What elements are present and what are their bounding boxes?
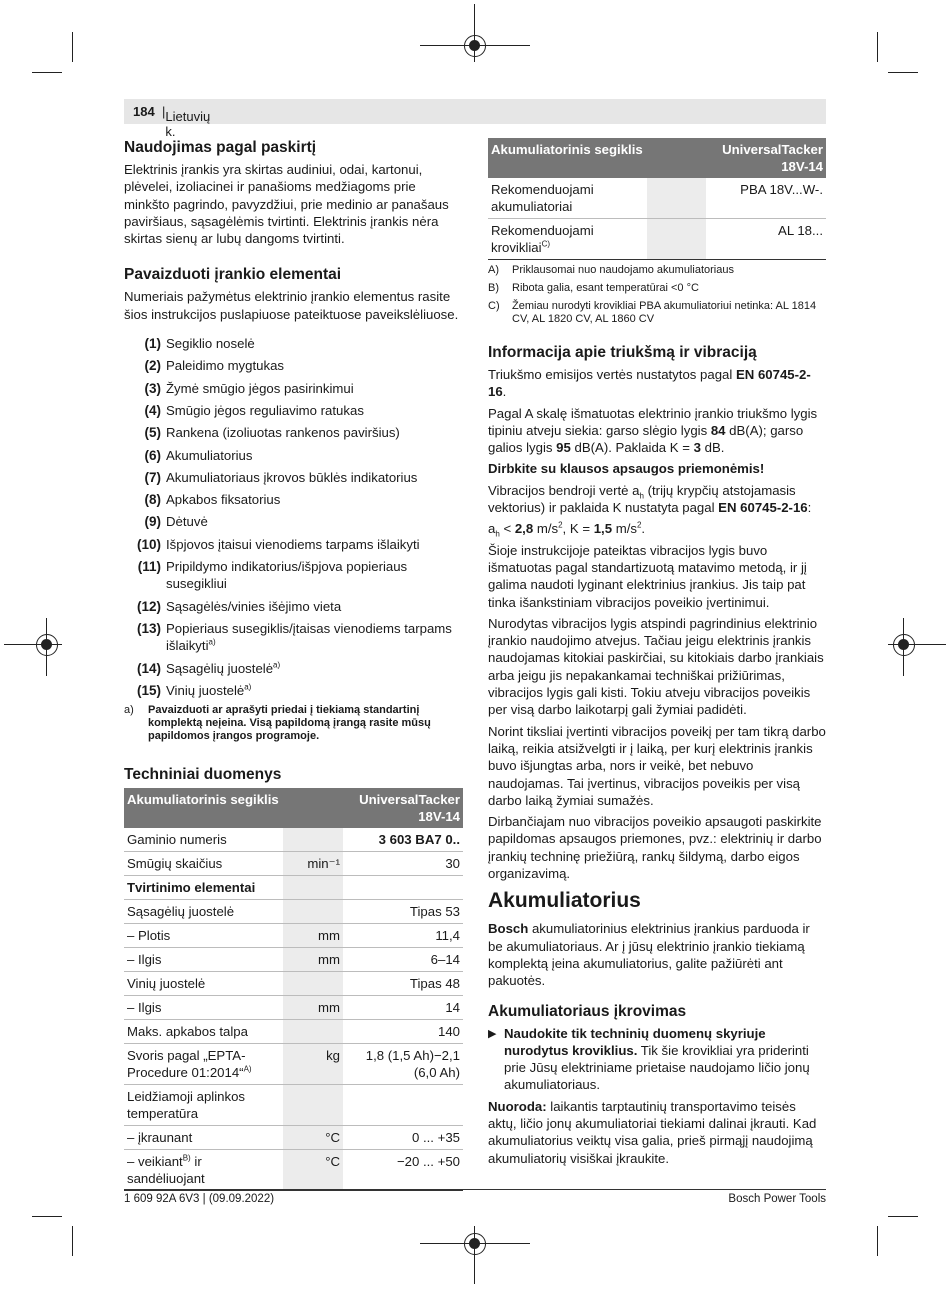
item-text: [166, 402, 463, 419]
item-label: Popieriaus susegiklis/įtaisas vienodiems tarpams išlaikyti: [166, 620, 452, 654]
components-footnote: a) Pavaizduoti ar aprašyti priedai į tiekiamą standartinį komplektą neįeina. Visą papildomą įrangą rasite mūsų papildomos įrangos programoje.: [124, 704, 431, 743]
row-label: [124, 852, 283, 876]
crop-mark: [72, 1226, 73, 1256]
tech-data-table-continued: [488, 138, 826, 260]
row-value: [343, 876, 463, 900]
item-label: Išpjovos įtaisui vienodiems tarpams išlaikyti: [166, 536, 420, 552]
footnote-item: [488, 282, 826, 295]
section-title-intended-use: Naudojimas pagal paskirtį: [124, 139, 317, 156]
page-number: 184: [133, 104, 155, 119]
row-unit: kg: [283, 1044, 343, 1085]
row-value: 6–14: [343, 948, 463, 972]
row-value: PBA 18V...W-.: [706, 178, 826, 219]
row-unit: °C: [283, 1150, 343, 1191]
item-text: [166, 335, 463, 352]
item-number: (12): [136, 598, 161, 614]
row-label-text: Sąsagėlių juostelė: [127, 904, 235, 920]
item-text: [166, 682, 463, 699]
footer-doc-id: 1 609 92A 6V3 | (09.09.2022): [124, 1193, 275, 1205]
row-unit: mm: [283, 996, 343, 1020]
vibration-p6: Dirbančiajam nuo vibracijos poveikio apsaugoti paskirkite papildomas apsaugos priemones, pvz.: elektrinių ir darbo įrankių techninę priežiūrą, rankų šildymą, darbo eigos organizavimą.: [488, 814, 822, 882]
item-label: Vinių juostelė: [166, 682, 245, 698]
component-list: [124, 335, 463, 699]
table-row: [124, 1150, 463, 1191]
list-item: [124, 513, 463, 530]
vibration-p3: Šioje instrukcijoje pateiktas vibracijos lygis buvo išmatuotas pagal standartizuotą matavimo metodą, ir jį galima naudoti lyginant elektrinius įrankius. Jis taip pat tinka išankstiniam vibracijos poveikio įvertinimui.: [488, 542, 807, 610]
row-value: 0 ... +35: [343, 1126, 463, 1150]
item-number: (10): [136, 536, 161, 552]
row-label-text: Tvirtinimo elementai: [127, 880, 256, 896]
list-item: [124, 424, 463, 441]
row-value: 14: [343, 996, 463, 1020]
row-label-text: Svoris pagal „EPTA-Procedure 01:2014“: [127, 1048, 246, 1081]
table-row: [124, 828, 463, 852]
item-footnote-ref: a): [273, 660, 281, 670]
row-label-text: Leidžiamoji aplinkos temperatūra: [127, 1089, 246, 1122]
item-label: Sąsagėlės/vinies išėjimo vieta: [166, 598, 342, 614]
row-label: [124, 1020, 283, 1044]
list-item: [124, 558, 463, 593]
crop-mark: [877, 32, 878, 62]
right-column: [488, 138, 826, 1171]
crop-mark: [888, 72, 918, 73]
item-text: [166, 424, 463, 441]
row-label: [124, 924, 283, 948]
row-footnote-ref: B): [182, 1153, 191, 1163]
footnote-text: Ribota galia, esant temperatūrai <0 °C: [512, 282, 699, 294]
item-text: [166, 357, 463, 374]
row-label-text: – Ilgis: [127, 1000, 162, 1016]
item-number: (7): [144, 469, 161, 485]
item-text: [166, 598, 463, 615]
item-number: (8): [144, 492, 161, 508]
intended-use-text: Elektrinis įrankis yra skirtas audiniui, odai, kartonui, plėvelei, izoliacinei ir panašioms medžiagoms prie minkšto pagrindo, pavyzdžiui, prie medinio ar panašaus paviršiaus, sąsagėlėmis tvirtinti. Elektrinis įrankis nėra skirtas sienų ar lubų dangoms tvirtinti.: [124, 162, 449, 247]
row-label: [124, 900, 283, 924]
row-footnote-ref: A): [243, 1064, 252, 1074]
tech-data-table: [124, 788, 463, 1191]
table-row: [124, 1020, 463, 1044]
item-label: Smūgio jėgos reguliavimo ratukas: [166, 402, 364, 418]
list-item: [124, 491, 463, 508]
list-item: [124, 682, 463, 699]
item-number: (6): [144, 447, 161, 463]
table-row: [124, 876, 463, 900]
row-label-text: Maks. apkabos talpa: [127, 1024, 248, 1040]
item-text: [166, 660, 463, 677]
item-text: [166, 447, 463, 464]
item-number: (1): [144, 336, 161, 352]
section-title-battery: Akumuliatorius: [488, 889, 641, 913]
table-row: [124, 900, 463, 924]
arrow-bullet-icon: ▶: [488, 1027, 497, 1040]
row-value: Tipas 48: [343, 972, 463, 996]
page-language: | Lietuvių k.: [162, 104, 211, 139]
list-item: [124, 380, 463, 397]
row-label-text: – veikiant: [127, 1154, 183, 1170]
footnote-text: Priklausomai nuo naudojamo akumuliatoriaus: [512, 264, 734, 276]
item-label: Paleidimo mygtukas: [166, 358, 285, 374]
table-row: [124, 852, 463, 876]
vibration-p5: Norint tiksliai įvertinti vibracijos poveikį per tam tikrą darbo laiką, reikia atsižvelgti ir į laiką, per kurį elektrinis įrankis buvo išjungtas arba, nors ir veikė, bet nebuvo naudojamas. Tai įvertinus, vibracijos poveikis per visą darbo laiką žymiai sumažės.: [488, 723, 826, 808]
row-label-text: – įkraunant: [127, 1130, 193, 1146]
item-label: Segiklio noselė: [166, 336, 255, 352]
item-label: Rankena (izoliuotas rankenos paviršius): [166, 425, 400, 441]
components-intro: Numeriais pažymėtus elektrinio įrankio elementus rasite šios instrukcijos puslapiuose pateiktuose paveikslėliuose.: [124, 289, 459, 322]
row-label-text: Rekomenduojami akumuliatoriai: [491, 182, 594, 214]
row-label: [488, 178, 647, 219]
row-label-text: Gaminio numeris: [127, 832, 227, 848]
registration-mark-icon: [464, 35, 486, 57]
page-header: [124, 99, 826, 139]
row-label: [124, 972, 283, 996]
footer-divider: [124, 1189, 826, 1190]
row-label: [124, 1150, 283, 1191]
battery-p1: Bosch akumuliatorinius elektrinius įrankius parduoda ir be akumuliatoriaus. Ar į jūsų elektrinio įrankio tiekiamą komplektą įeina akumuliatorius, galite pažiūrėti ant pakuotės.: [488, 921, 810, 989]
table-row: [124, 1044, 463, 1085]
row-label-text: Smūgių skaičius: [127, 856, 223, 872]
crop-mark: [32, 72, 62, 73]
table-footnotes: [488, 264, 826, 326]
crop-mark: [32, 1216, 62, 1217]
table-head-right: UniversalTacker 18V-14: [706, 138, 826, 178]
row-label-text: – Plotis: [127, 928, 171, 944]
row-label-text: Rekomenduojami krovikliai: [491, 223, 594, 255]
charging-instruction: ▶ Naudokite tik techninių duomenų skyriuje nurodytus kroviklius. Tik šie krovikliai yra priderinti prie Jūsų elektriniame prietaise naudojamo ličio jonų akumuliatoriaus.: [488, 1025, 826, 1098]
item-label: Akumuliatoriaus įkrovos būklės indikatorius: [166, 469, 418, 485]
row-label: [124, 876, 283, 900]
row-label-text: Vinių juostelė: [127, 976, 206, 992]
row-unit: mm: [283, 924, 343, 948]
item-number: (5): [144, 425, 161, 441]
item-number: (13): [136, 620, 161, 636]
item-label: Apkabos fiksatorius: [166, 492, 281, 508]
row-unit: mm: [283, 948, 343, 972]
list-item: [124, 402, 463, 419]
row-unit: [283, 828, 343, 852]
item-label: Dėtuvė: [166, 514, 208, 530]
item-number: (2): [144, 358, 161, 374]
item-footnote-ref: a): [244, 682, 252, 692]
row-value: AL 18...: [706, 219, 826, 260]
footnote-key: C): [488, 300, 500, 312]
list-item: [124, 447, 463, 464]
row-label: [124, 1126, 283, 1150]
footnote-key: A): [488, 264, 499, 276]
item-number: (14): [136, 660, 161, 676]
vibration-values: $a_h < 2,8$ $m/s^2$, K = 1,5 $m/s^2$.: [488, 520, 646, 540]
item-text: [166, 558, 463, 593]
item-text: [166, 536, 463, 553]
item-label: Žymė smūgio jėgos pasirinkimui: [166, 380, 354, 396]
footer-brand: Bosch Power Tools: [728, 1193, 826, 1205]
item-text: [166, 469, 463, 486]
row-label: [124, 828, 283, 852]
crop-mark: [888, 1216, 918, 1217]
item-footnote-ref: a): [208, 637, 216, 647]
table-head-left: Akumuliatorinis segiklis: [124, 788, 343, 828]
row-value: 3 603 BA7 0..: [343, 828, 463, 852]
row-unit: [283, 972, 343, 996]
vibration-p4: Nurodytas vibracijos lygis atspindi pagrindinius elektrinio įrankio naudojimo atvejus. Tačiau jeigu elektrinis įrankis naudojamas kitokiai paskirčiai, su kitokiais darbo įrankiais arba jeigu jis nepakankamai techniškai prižiūrimas, vibracijos lygis gali kisti. Tokiu atveju vibracijos poveikis per visą darbo laikotarpį gali žymiai padidėti.: [488, 615, 824, 718]
list-item: [124, 335, 463, 352]
item-number: (11): [137, 559, 161, 575]
row-unit: [647, 219, 706, 260]
table-row: [124, 924, 463, 948]
list-item: [124, 357, 463, 374]
list-item: [124, 620, 463, 655]
row-footnote-ref: C): [541, 239, 551, 249]
item-label: Sąsagėlių juostelė: [166, 660, 274, 676]
list-item: [124, 598, 463, 615]
table-row: [124, 972, 463, 996]
table-row: [488, 219, 826, 260]
row-value: 30: [343, 852, 463, 876]
list-item: [124, 660, 463, 677]
footnote-item: [488, 300, 826, 326]
footnote-item: [488, 264, 826, 277]
row-value: 11,4: [343, 924, 463, 948]
list-item: [124, 469, 463, 486]
row-value: 1,8 (1,5 Ah)−2,1 (6,0 Ah): [343, 1044, 463, 1085]
table-row: [124, 1085, 463, 1126]
noise-p2: Pagal A skalę išmatuotas elektrinio įrankio triukšmo lygis tipiniu atveju siekia: garso slėgio lygis 84 dB(A); garso galios lygis 95 dB(A). Paklaida K = 3 dB.: [488, 405, 818, 456]
table-head-left: Akumuliatorinis segiklis: [488, 138, 706, 178]
row-label: [124, 948, 283, 972]
table-row: [488, 178, 826, 219]
list-item: [124, 536, 463, 553]
item-text: [166, 491, 463, 508]
item-text: [166, 620, 463, 655]
row-unit: min⁻¹: [283, 852, 343, 876]
charging-note: Nuoroda: laikantis tarptautinių transportavimo teisės aktų, ličio jonų akumuliatoriai tiekiami dalinai įkrauti. Kad akumuliatorius veiktų visa galia, prieš pirmąjį naudojimą akumuliatorių visiškai įkraukite.: [488, 1098, 817, 1166]
table-row: [124, 948, 463, 972]
row-value: 140: [343, 1020, 463, 1044]
section-title-noise: Informacija apie triukšmą ir vibraciją: [488, 344, 757, 361]
item-number: (3): [144, 380, 161, 396]
crop-mark: [877, 1226, 878, 1256]
row-unit: [283, 876, 343, 900]
noise-warning: Dirbkite su klausos apsaugos priemonėmis!: [488, 461, 765, 477]
vibration-p1: Vibracijos bendroji vertė $a_h$ (trijų krypčių atstojamasis vektorius) ir paklaida K nustatyta pagal EN 60745-2-16:: [488, 482, 812, 516]
table-head-right: UniversalTacker 18V-14: [343, 788, 463, 828]
row-value: [343, 1085, 463, 1126]
row-unit: [283, 900, 343, 924]
item-label: Akumuliatorius: [166, 447, 253, 463]
row-unit: °C: [283, 1126, 343, 1150]
row-unit: [647, 178, 706, 219]
item-text: [166, 513, 463, 530]
row-label: [488, 219, 647, 260]
left-column: [124, 138, 463, 1191]
row-label: [124, 996, 283, 1020]
item-label: Pripildymo indikatorius/išpjova popieriaus susegikliui: [166, 559, 408, 592]
table-row: [124, 1126, 463, 1150]
table-row: [124, 996, 463, 1020]
row-label: [124, 1085, 283, 1126]
section-title-charging: Akumuliatoriaus įkrovimas: [488, 1002, 687, 1020]
row-unit: [283, 1085, 343, 1126]
row-label-text: ir sandėliuojant: [127, 1154, 205, 1187]
crop-mark: [72, 32, 73, 62]
registration-mark-icon: [464, 1233, 486, 1255]
section-title-tech-data: Techniniai duomenys: [124, 766, 282, 784]
row-value: −20 ... +50: [343, 1150, 463, 1191]
registration-mark-icon: [36, 634, 58, 656]
row-label: [124, 1044, 283, 1085]
row-unit: [283, 1020, 343, 1044]
registration-mark-icon: [893, 634, 915, 656]
item-number: (9): [144, 514, 161, 530]
footnote-key: B): [488, 282, 499, 294]
item-number: (15): [136, 682, 161, 698]
item-number: (4): [144, 402, 161, 418]
item-text: [166, 380, 463, 397]
noise-p1: Triukšmo emisijos vertės nustatytos pagal EN 60745-2-16.: [488, 367, 811, 400]
footnote-text: Žemiau nurodyti krovikliai PBA akumuliatoriui netinka: AL 1814 CV, AL 1820 CV, AL 1860 CV: [512, 300, 817, 325]
row-label-text: – Ilgis: [127, 952, 162, 968]
row-value: Tipas 53: [343, 900, 463, 924]
section-title-components: Pavaizduoti įrankio elementai: [124, 266, 342, 284]
